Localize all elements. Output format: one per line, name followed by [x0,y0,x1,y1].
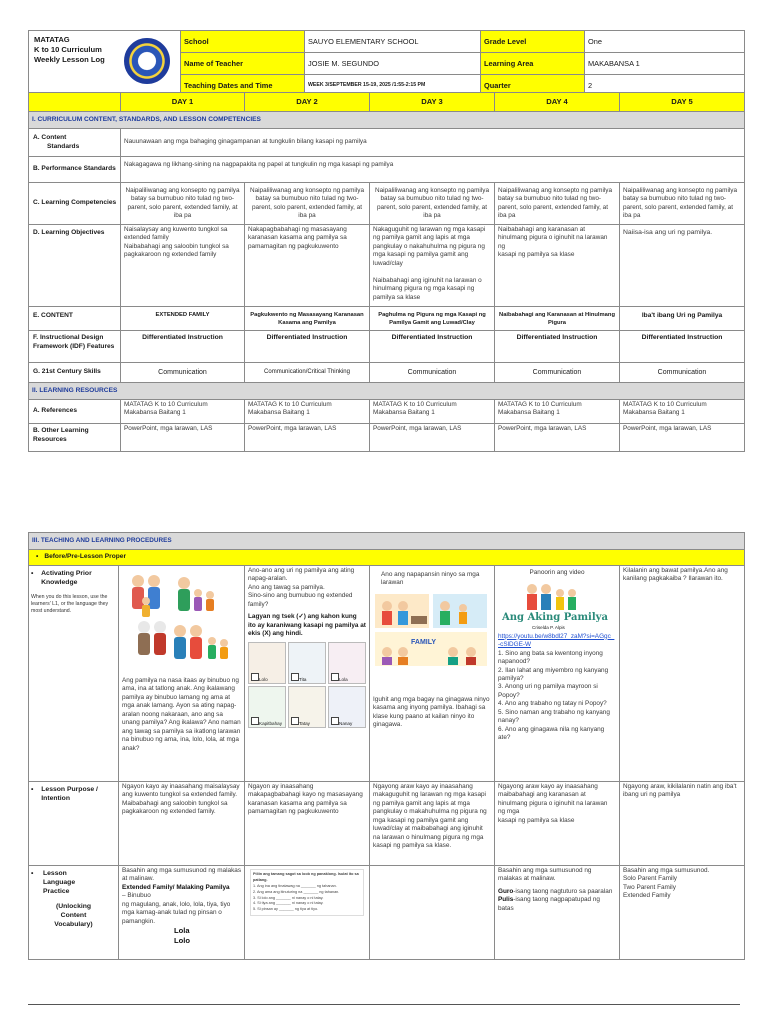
video-questions: 1. Sino ang bata sa kwentong inyong napanood? 2. Ilan lahat ang miyembro ng kanyang pamilya? 3. Anong uri ng pamilya mayroon si Popoy? 4. Ano ang trabaho ng tatay ni Popoy? 5. Sino naman ang trabaho ng kanyang nanay? 6. Ano ang ginagawa nila ng kanyang ate? [498,649,610,742]
video-author: Criselda P. Alpis [532,624,565,630]
activating-day2-instruction: Lagyan ng tsek (✓) ang kahon kung ito ay karaniwang kasapi ng pamilya at ekis (X) ang hindi. [248,613,366,638]
video-instruction: Panoorin ang video [529,569,585,576]
skills-day4: Communication [495,363,620,383]
grade-value: One [585,31,745,53]
worksheet-line: 5. Si pinsan ay _______ ng tiya at tiyo. [253,907,319,912]
objectives-day2: Nakapagbabahagi ng masasayang karanasan kasama ang pamilya sa pamamagitan ng pagkukuwento [245,225,370,307]
worksheet-title: Piliin ang tamang sagot sa loob ng panaklong. Isulat ito sa patlang. [253,872,359,882]
before-lesson-label: Before/Pre-Lesson Proper [44,553,127,561]
performance-standards-value: Nakagagawa ng likhang-sining na nagpapakita ng papel at tungkulin ng mga kasapi ng pamilya [121,157,745,183]
language-day4-intro: Basahin ang mga sumusunod ng malakas at malinaw. [498,867,592,883]
pulis-definition: -isang taong nagpapatupad ng batas [498,896,600,912]
school-label: School [181,31,305,53]
language-day1-word: Lolo [174,936,191,946]
checklist-item [328,642,366,684]
top-table [28,92,745,452]
language-day1-definition: – Binubuo ng magulang, anak, lolo, lola, tiya, tiyo mga kamag-anak tulad ng pinsan o pamangkin. [122,892,231,925]
purpose-day1: Ngayon kayo ay inaasahang maisalaysay ang kuwento tungkol sa extended family. Maibabahagi ang saloobin tungkol sa pagkakaroon ng extended family. [119,782,245,866]
references-day5: MATATAG K to 10 Curriculum Makabansa Baitang 1 [620,400,745,424]
video-title: Ang Aking Pamilya [502,612,608,624]
checklist-item [288,642,326,684]
objectives-label: D. Learning Objectives [29,225,121,307]
other-resources-day2: PowerPoint, mga larawan, LAS [245,424,370,452]
language-day1-intro: Basahin ang mga sumusunod ng malakas at malinaw. [122,867,242,883]
worksheet-line: 3. Si lolo ang _______ ni nanay o ni tatay. [253,895,324,900]
objectives-day3: Nakaguguhit ng larawan ng mga kasapi ng pamilya gamit ang lapis at mga pangkulay o nakahuhulma ng pigura ng mga kasapi ng pamilya gamit ang luwad/clay Naibabahagi ang iginuhit na larawan o hinulmang pigura ng mga kasapi ng pamilya sa klase [370,225,495,307]
activating-day3 [370,566,495,782]
language-day4-pulis [498,896,616,913]
competencies-day1: Naipaliliwanag ang konsepto ng pamilya batay sa bumubuo nito tulad ng two-parent, solo parent, extended family, at iba pa [121,183,245,225]
guro-term: Guro [498,887,514,895]
family-activities-illustration [373,592,489,668]
day-header-3: DAY 3 [370,93,495,112]
content-day3: Paghulma ng Pigura ng mga Kasapi ng Pamilya Gamit ang Luwad/Clay [370,307,495,331]
title-line-1: MATATAG [34,35,70,44]
competencies-day2: Naipaliliwanag ang konsepto ng pamilya batay sa bumubuo nito tulad ng two-parent, solo parent, extended family, at iba pa [245,183,370,225]
activating-day3-top: Ano ang napapansin ninyo sa mga larawan [381,571,480,587]
checklist-caption: Lolo [259,676,268,682]
activating-day1 [119,566,245,782]
skills-day1: Communication [121,363,245,383]
content-standards-label [29,129,121,157]
other-resources-day5: PowerPoint, mga larawan, LAS [620,424,745,452]
competencies-day3: Naipaliliwanag ang konsepto ng pamilya batay sa bumubuo nito tulad ng two-parent, solo parent, extended family, at iba pa [370,183,495,225]
purpose-day3: Ngayong araw kayo ay inaasahang makaguguhit ng larawan ng mga kasapi ng pamilya gamit ang lapis at mga pangkulay o makahuhulma ng pigura ng mga kasapi ng pamilya gamit ang luwad/clay at maibabahagi ang iginuhit na larawan o hinulmang pigura ng mga kasapi ng pamilya sa klase. [370,782,495,866]
competencies-day5: Naipaliliwanag ang konsepto ng pamilya batay sa bumubuo nito tulad ng two-parent, solo parent, extended family, at iba pa [620,183,745,225]
cs-label-line-1: A. Content [33,133,67,141]
section-procedures: III. TEACHING AND LEARNING PROCEDURES [29,533,745,550]
purpose-label [31,786,116,804]
checkbox[interactable] [291,717,299,725]
skills-label: G. 21st Century Skills [29,363,121,383]
references-day3: MATATAG K to 10 Curriculum Makabansa Baitang 1 [370,400,495,424]
activating-label [31,570,116,588]
language-sublabel [31,903,116,930]
references-day4: MATATAG K to 10 Curriculum Makabansa Baitang 1 [495,400,620,424]
teacher-value: JOSIE M. SEGUNDO [305,53,481,75]
content-day2: Pagkukwento ng Masasayang Karanasan Kasama ang Pamilya [245,307,370,331]
skills-day3: Communication [370,363,495,383]
activating-day2-top: Ano-ano ang uri ng pamilya ang ating napag-aralan. Ano ang tawag sa pamilya. Sino-sino ang bumubuo ng extended family? [248,567,355,608]
performance-standards-label: B. Performance Standards [29,157,121,183]
checklist-item [248,642,286,684]
cs-label-line-2: Standards [47,142,80,150]
area-value: MAKABANSA 1 [585,53,745,75]
purpose-day2: Ngayon ay inaasahang makapagbabahagi kayo ng masasayang karanasan kasama ang pamilya sa pamamagitan ng pagkukuwento [245,782,370,866]
references-day2: MATATAG K to 10 Curriculum Makabansa Baitang 1 [245,400,370,424]
other-resources-label: B. Other Learning Resources [29,424,121,452]
language-label-line: Practice [43,887,70,895]
language-day2 [245,866,370,960]
family-figures [132,575,228,659]
activating-day3-bottom: Iguhit ang mga bagay na ginagawa ninyo kasama ang inyong pamilya. Ibahagi sa klase kung paano at kailan ninyo ito ginagawa. [373,695,490,729]
checklist-item [328,686,366,728]
purpose-label-cell [29,782,119,866]
checklist-caption: Tatay [299,720,310,726]
worksheet-line: 2. Ang ama ang itinuturing na _______ ng tahanan. [253,889,340,894]
objectives-day1: Naisalaysay ang kuwento tungkol sa extended family Naibabahagi ang saloobin tungkol sa pagkakaroon ng extended family [121,225,245,307]
checkbox[interactable] [251,717,259,725]
language-day1 [119,866,245,960]
other-resources-day1: PowerPoint, mga larawan, LAS [121,424,245,452]
bullet-icon: • [31,786,34,793]
references-day1: MATATAG K to 10 Curriculum Makabansa Baitang 1 [121,400,245,424]
language-label-cell [29,866,119,960]
bullet-icon: • [36,553,39,561]
dates-value: WEEK 3/SEPTEMBER 15-19, 2025 /1:55-2:15 PM [305,75,481,97]
before-lesson-row [29,550,745,566]
checklist-item [288,686,326,728]
school-value: SAUYO ELEMENTARY SCHOOL [305,31,481,53]
idf-day3: Differentiated Instruction [370,331,495,363]
day-header-4: DAY 4 [495,93,620,112]
grade-label: Grade Level [481,31,585,53]
language-sublabel-line: (Unlocking [55,902,92,910]
bullet-icon: • [31,570,34,577]
footer-divider [28,1004,740,1005]
bullet-icon: • [31,870,34,877]
content-day1: EXTENDED FAMILY [121,307,245,331]
references-label: A. References [29,400,121,424]
procedures-table [28,532,745,960]
day-header-5: DAY 5 [620,93,745,112]
deped-seal-icon [124,38,170,84]
checkbox[interactable] [291,673,299,681]
section-curriculum: I. CURRICULUM CONTENT, STANDARDS, AND LESSON COMPETENCIES [29,112,745,129]
worksheet-line: 4. Si tiya ang _______ ni nanay o ni tatay. [253,901,324,906]
quarter-label: Quarter [481,75,585,97]
video-link[interactable]: https://youtu.be/w8bdl27_zaM?si=AGgc_-cSlDGE-W [498,632,615,649]
objectives-day4: Naibabahagi ang karanasan at hinulmang pigura o iginuhit na larawan ng kasapi ng pamilya sa klase [495,225,620,307]
worksheet-image [250,869,364,916]
language-sublabel-line: Content [60,911,87,919]
idf-label: F. Instructional Design Framework (IDF) Features [29,331,121,363]
checkbox[interactable] [331,717,339,725]
language-day1-term: Extended Family/ Malaking Pamilya [122,883,230,891]
purpose-label-text: Lesson Purpose / Intention [41,786,98,802]
language-day4-guro [498,888,616,896]
dates-label: Teaching Dates and Time [181,75,305,97]
checklist-grid [248,642,366,728]
section-resources: II. LEARNING RESOURCES [29,383,745,400]
activating-day5: Kilalanin ang bawat pamilya.Ano ang kanilang pagkakaiba ? Ilarawan ito. [620,566,745,782]
competencies-day4: Naipaliliwanag ang konsepto ng pamilya batay sa bumubuo nito tulad ng two-parent, solo parent, extended family, at iba pa [495,183,620,225]
language-day5: Basahin ang mga sumusunod. Solo Parent Family Two Parent Family Extended Family [620,866,745,960]
competencies-label: C. Learning Competencies [29,183,121,225]
language-label-line: Language [43,878,76,886]
teacher-label: Name of Teacher [181,53,305,75]
idf-day2: Differentiated Instruction [245,331,370,363]
video-thumbnail[interactable] [514,581,594,611]
activating-label-text: Activating Prior Knowledge [41,570,92,586]
guro-definition: -isang taong nagtuturo sa paaralan [513,887,613,895]
checkbox[interactable] [251,673,259,681]
checklist-item [248,686,286,728]
language-sublabel-line: Vocabulary) [54,920,93,928]
language-day1-word: Lola [174,926,190,936]
pulis-term: Pulis [498,896,514,904]
content-label: E. CONTENT [29,307,121,331]
top-table-wrap [28,92,744,452]
family-illustration [124,571,242,675]
idf-day1: Differentiated Instruction [121,331,245,363]
checklist-caption: Tita [299,676,307,682]
language-day3 [370,866,495,960]
objectives-day5: Naiisa-isa ang uri ng pamilya. [620,225,745,307]
worksheet-line: 1. Ang ina ang tinatawag na _______ ng tahanan. [253,883,337,888]
day-header-1: DAY 1 [121,93,245,112]
content-standards-value: Nauunawaan ang mga bahaging ginagampanan at tungkulin bilang kasapi ng pamilya [121,129,745,157]
area-label: Learning Area [481,53,585,75]
activating-day1-text: Ang pamilya na nasa itaas ay binubuo ng ama, ina at tatlong anak. Ang ikalawang pamilya ay binubuo lamang ng ama at mga anak lamang. Ayon sa ating napag-aralan noong nakaraan, ano ang sa unang pamilya? Ang ikalawa? Ano naman ang tawag sa pamilya sa ikatlong larawan na binubuo ng ama, ina, lolo, lola, at mga anak? [122,677,241,752]
skills-day2: Communication/Critical Thinking [245,363,370,383]
purpose-day4: Ngayong araw kayo ay inaasahang maibabahagi ang karanasan at hinulmang pigura o iginuhit na larawan ng mga kasapi ng pamilya sa klase [495,782,620,866]
bottom-table-wrap [28,532,744,960]
activating-label-cell [29,566,119,782]
day-header-blank [29,93,121,112]
title-line-2: K to 10 Curriculum [34,44,102,54]
checklist-caption: Kapitbahay [259,720,282,726]
checklist-caption: Nanay [339,720,353,726]
purpose-day5: Ngayong araw, kikilalanin natin ang iba't ibang uri ng pamilya [620,782,745,866]
title-line-3: Weekly Lesson Log [34,54,105,64]
day-header-2: DAY 2 [245,93,370,112]
content-day5: Iba't ibang Uri ng Pamilya [620,307,745,331]
content-day4: Naibabahagi ang Karanasan at Hinulmang Pigura [495,307,620,331]
other-resources-day4: PowerPoint, mga larawan, LAS [495,424,620,452]
language-day4 [495,866,620,960]
idf-day4: Differentiated Instruction [495,331,620,363]
checklist-caption: Lola [339,676,348,682]
activating-day2 [245,566,370,782]
checkbox[interactable] [331,673,339,681]
skills-day5: Communication [620,363,745,383]
idf-day5: Differentiated Instruction [620,331,745,363]
language-label-line: Lesson [43,870,67,877]
language-label [31,870,116,897]
family-word: FAMILY [411,638,437,646]
activating-day4 [495,566,620,782]
quarter-value: 2 [585,75,745,97]
other-resources-day3: PowerPoint, mga larawan, LAS [370,424,495,452]
activating-note: When you do this lesson, use the learners' L1, or the language they most understand. [31,593,109,614]
